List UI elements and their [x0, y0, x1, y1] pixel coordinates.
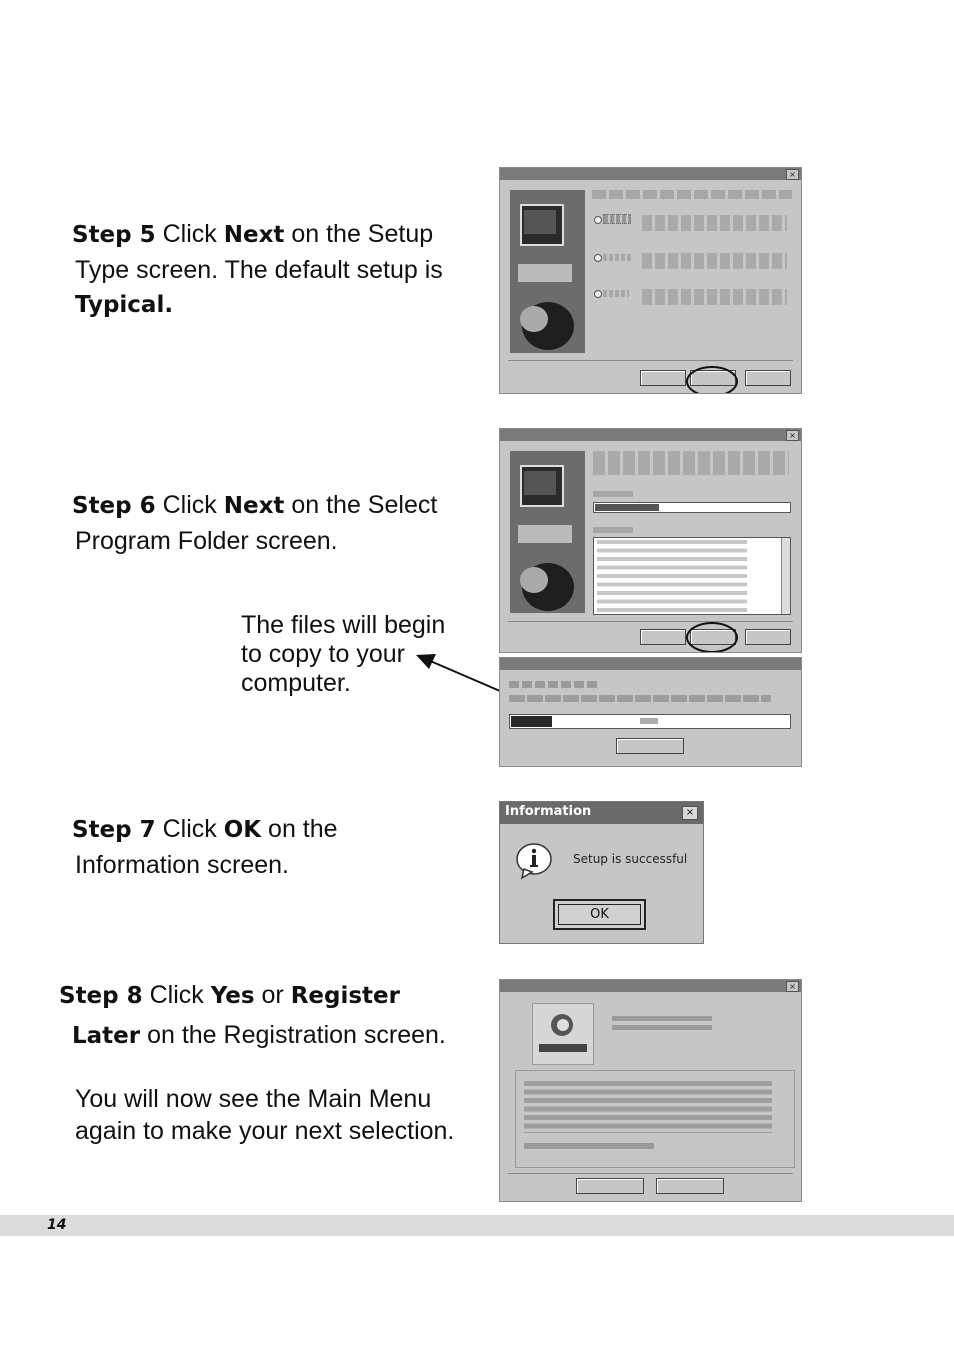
folder-instruction: [593, 451, 789, 475]
compact-description: [642, 253, 787, 269]
step8-key2: Register: [290, 983, 400, 1009]
program-folder-titlebar: [500, 429, 801, 441]
registration-screenshot: [499, 979, 802, 1202]
radio-typical: [594, 216, 602, 224]
close-icon: ×: [786, 981, 799, 992]
information-title: Information: [505, 804, 592, 819]
closing-line2: again to make your next selection.: [75, 1117, 455, 1145]
custom-label: [603, 290, 629, 297]
thank-you-text: [612, 1016, 712, 1032]
typical-description: [642, 215, 787, 231]
step8-key: Yes: [210, 983, 255, 1009]
program-folder-field: [593, 502, 791, 513]
highlight-circle: [686, 622, 738, 653]
ok-button: OK: [558, 904, 641, 925]
setup-type-screenshot: [499, 167, 802, 394]
yes-button: [576, 1178, 644, 1194]
information-titlebar: [500, 802, 703, 824]
step5-line1: [72, 216, 433, 253]
installer-artwork: [510, 451, 585, 613]
step5-line3: Typical.: [75, 292, 174, 318]
cancel-button: [745, 370, 791, 386]
registration-groupbox: [515, 1070, 795, 1168]
close-icon: ×: [682, 806, 698, 820]
closing-text: [75, 1083, 454, 1147]
closing-line1: You will now see the Main Menu: [75, 1085, 432, 1113]
register-later-button: [656, 1178, 724, 1194]
program-folder-label: [593, 491, 633, 497]
information-message: Setup is successful: [573, 852, 688, 866]
custom-description: [642, 289, 787, 305]
radio-custom: [594, 290, 602, 298]
step6-line1: [72, 487, 437, 524]
copy-note-line3: computer.: [241, 669, 351, 697]
step7-pre: Click: [162, 815, 217, 843]
step8-post: on the Registration screen.: [147, 1021, 446, 1049]
step7-key: OK: [223, 817, 262, 843]
copy-progress-screenshot: [499, 657, 802, 767]
divider: [508, 1173, 793, 1174]
typical-label: [603, 214, 631, 224]
step5-label: Step 5: [72, 222, 156, 248]
step8-line1: [59, 977, 400, 1014]
copy-note-line2: to copy to your: [241, 640, 405, 668]
company-logo: [532, 1003, 594, 1065]
copy-progress-percent: [640, 718, 658, 724]
close-icon: ×: [786, 430, 799, 441]
divider: [508, 360, 793, 361]
step7-line2: Information screen.: [75, 851, 289, 879]
info-icon: [514, 842, 554, 880]
page-number: 14: [47, 1217, 67, 1233]
step5-key: Next: [223, 222, 285, 248]
radio-compact: [594, 254, 602, 262]
step5-pre: Click: [162, 220, 217, 248]
step8-label: Step 8: [59, 983, 143, 1009]
divider: [508, 621, 793, 622]
ok-button-frame: [553, 899, 646, 930]
back-button: [640, 629, 686, 645]
pointer-arrow-icon: [410, 648, 506, 696]
step8-pre: Click: [149, 981, 204, 1009]
step5-post: on the Setup: [291, 220, 434, 248]
program-folder-screenshot: [499, 428, 802, 653]
registration-titlebar: [500, 980, 801, 992]
cancel-button: [745, 629, 791, 645]
step7-post: on the: [268, 815, 338, 843]
copying-path: [509, 695, 771, 702]
step8-mid: or: [261, 981, 284, 1009]
step7-line1: [72, 811, 338, 848]
step8-line2: [72, 1017, 446, 1054]
step6-pre: Click: [162, 491, 217, 519]
step7-label: Step 7: [72, 817, 156, 843]
existing-folders-list: [593, 537, 791, 615]
highlight-circle: [686, 366, 738, 394]
setup-type-instruction: [592, 190, 792, 199]
step6-line2: Program Folder screen.: [75, 527, 338, 555]
cancel-button: [616, 738, 684, 754]
page-footer: [0, 1215, 954, 1236]
step6-label: Step 6: [72, 493, 156, 519]
close-icon: ×: [786, 169, 799, 180]
copy-progress-bar: [509, 714, 791, 729]
step8-key3: Later: [72, 1023, 141, 1049]
step6-key: Next: [223, 493, 285, 519]
setup-type-titlebar: [500, 168, 801, 180]
back-button: [640, 370, 686, 386]
copy-note-line1: The files will begin: [241, 611, 446, 639]
step6-post: on the Select: [291, 491, 438, 519]
step5-line2: Type screen. The default setup is: [75, 256, 443, 284]
information-dialog: [499, 801, 704, 944]
compact-label: [603, 254, 633, 261]
existing-folders-label: [593, 527, 633, 533]
copying-status: [509, 681, 599, 688]
copy-progress-titlebar: [500, 658, 801, 670]
installer-artwork: [510, 190, 585, 353]
copy-progress-fill: [511, 716, 552, 727]
